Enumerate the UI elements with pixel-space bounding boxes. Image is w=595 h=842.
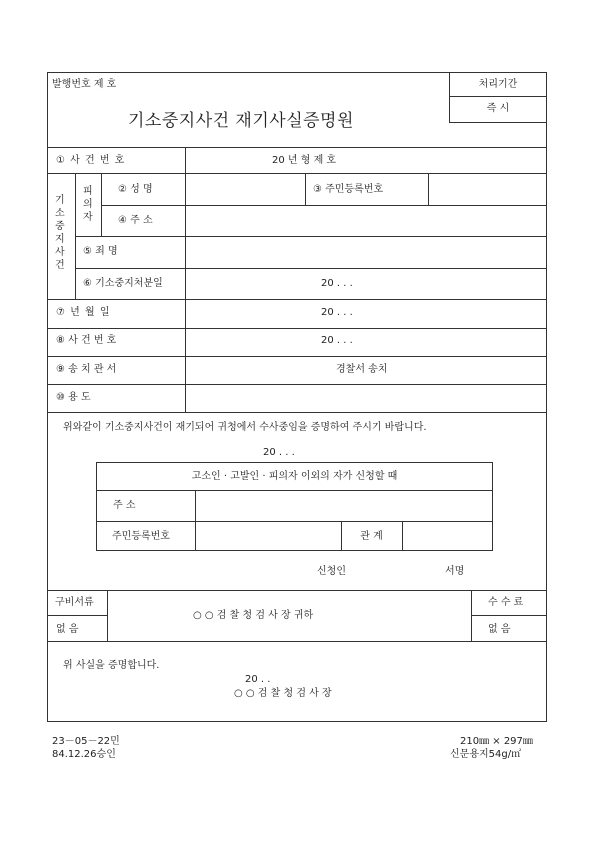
crime-label: ⑤ 죄 명 [83,246,118,257]
third-party-rrn-label: 주민등록번호 [112,531,170,542]
accused-group-label: 기소중지사건 [55,195,65,271]
third-party-address-label: 주 소 [113,500,136,511]
row-3-divider [75,236,547,237]
approval-date: 84.12.26승인 [52,749,116,760]
relation-right-divider [402,521,403,551]
row-4-divider [75,268,547,269]
case-number-value: 20 년 형 제 호 [272,155,337,166]
transfer-office-value: 경찰서 송치 [336,364,388,375]
row-7-divider [47,356,547,357]
certify-date: 20 . . [245,674,271,685]
processing-box-mid [449,96,547,97]
third-party-label-divider [195,490,196,551]
row-1-divider [47,173,547,174]
row-9-divider [47,412,547,413]
processing-period-value: 즉 시 [486,103,510,114]
fee-value: 없 음 [488,624,511,635]
name-rrn-divider [305,173,306,205]
docs-mid-divider [47,615,107,616]
addressee: ○ ○ 검 찰 청 검 사 장 귀하 [193,610,314,621]
paper-type: 신문용지54g/㎡ [450,749,522,760]
issue-number: 발행번호 제 호 [52,79,117,90]
case-number-2-label: ⑧ 사 건 번 호 [56,335,117,346]
fee-mid-divider [471,615,547,616]
third-party-title-divider [96,490,493,491]
header-divider [47,147,547,148]
docs-section-top [47,590,547,591]
purpose-label: ⑩ 용 도 [56,392,91,403]
docs-value: 없 음 [56,624,79,635]
date-label: ⑦ 년 월 일 [56,307,111,318]
signature-label: 서명 [445,566,465,577]
certify-signer: ○ ○ 검 찰 청 검 사 장 [234,688,332,699]
disposition-date-label: ⑥ 기소중지처분일 [83,278,163,289]
form-frame [47,72,547,722]
date-value: 20 . . . [321,307,353,318]
request-statement: 위와같이 기소중지사건이 재기되어 귀청에서 수사중임을 증명하여 주시기 바랍니다. [63,422,427,433]
address-label: ④ 주 소 [118,215,153,226]
case-number-2-value: 20 . . . [321,335,353,346]
transfer-office-label: ⑨ 송 치 관 서 [56,364,117,375]
third-party-row-divider [96,521,493,522]
request-date: 20 . . . [263,447,295,458]
processing-period-label: 처리기간 [478,79,518,90]
docs-section-bottom [47,641,547,642]
relation-label: 관 계 [360,531,383,542]
paper-size: 210㎜ × 297㎜ [460,736,533,747]
docs-label: 구비서류 [55,597,94,608]
fee-label: 수 수 료 [488,597,524,608]
row-5-divider [47,299,547,300]
row-8-divider [47,384,547,385]
suspect-label: 피의자 [83,186,93,223]
applicant-label: 신청인 [317,566,346,577]
form-code: 23－05－22민 [52,736,120,747]
name-label: ② 성 명 [118,184,153,195]
processing-box-bottom [449,122,547,123]
case-number-label: ① 사 건 번 호 [56,155,126,166]
row-6-divider [47,328,547,329]
rrn-label: ③ 주민등록번호 [313,184,384,195]
certify-text: 위 사실을 증명합니다. [63,660,160,671]
docs-column-divider [107,590,108,641]
third-party-title: 고소인 · 고발인 · 피의자 이외의 자가 신청할 때 [191,471,398,482]
label-column-divider [185,147,186,412]
row-2-divider [101,205,547,206]
disposition-date-value: 20 . . . [321,278,353,289]
rrn-value-divider [428,173,429,205]
page-title: 기소중지사건 재기사실증명원 [128,111,354,131]
